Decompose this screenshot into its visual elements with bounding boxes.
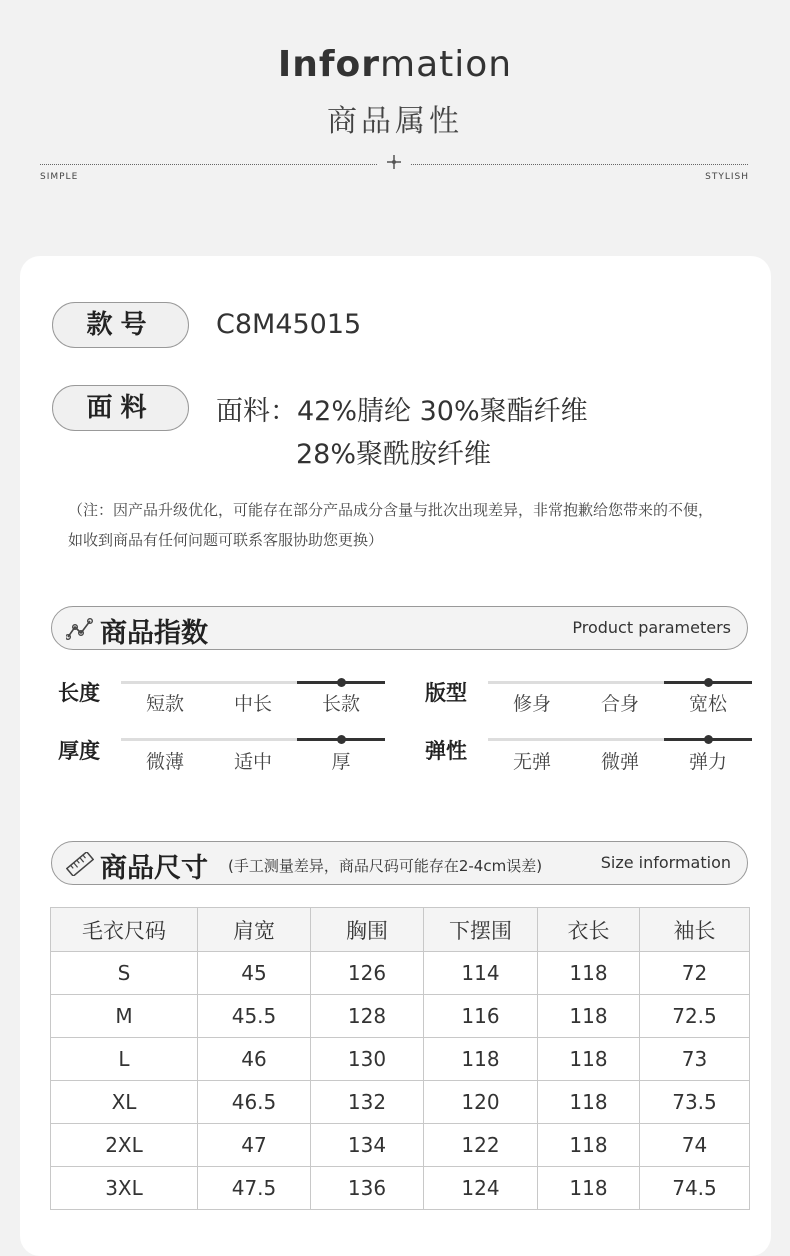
param-length-label: 长度 [58, 681, 100, 705]
simple-tag: SIMPLE [40, 172, 79, 182]
table-cell: 46 [198, 1038, 311, 1081]
table-cell: 72.5 [640, 995, 750, 1038]
param-length-opt-2: 中长 [233, 693, 272, 715]
table-cell: 73 [640, 1038, 750, 1081]
table-cell: 128 [311, 995, 424, 1038]
table-cell: 118 [538, 1038, 640, 1081]
table-cell: 72 [640, 952, 750, 995]
param-thickness-knob [337, 735, 346, 744]
table-cell: 46.5 [198, 1081, 311, 1124]
table-cell: 45 [198, 952, 311, 995]
table-row [51, 1124, 750, 1167]
param-length-knob [337, 678, 346, 687]
page-title-en [0, 44, 790, 85]
table-row [51, 1081, 750, 1124]
table-cell: L [51, 1038, 198, 1081]
size-table-header-row [51, 908, 750, 952]
header-shoulder: 肩宽 [198, 908, 311, 952]
table-cell: 118 [538, 1081, 640, 1124]
param-thickness-opt-3: 厚 [331, 751, 351, 773]
table-cell: 47.5 [198, 1167, 311, 1210]
table-cell: 114 [424, 952, 538, 995]
header-chest: 胸围 [311, 908, 424, 952]
line-chart-icon [66, 617, 94, 641]
fabric-label: 面料 [52, 385, 189, 431]
size-table [50, 907, 750, 1210]
param-length-opt-1: 短款 [145, 693, 184, 715]
table-cell: S [51, 952, 198, 995]
param-fit-label: 版型 [425, 681, 467, 705]
table-row [51, 1038, 750, 1081]
note-line-1: （注：因产品升级优化，可能存在部分产品成分含量与批次出现差异，非常抱歉给您带来的不便， [68, 501, 714, 519]
table-cell: 74 [640, 1124, 750, 1167]
table-cell: XL [51, 1081, 198, 1124]
param-elasticity-knob [704, 735, 713, 744]
table-cell: 118 [538, 1124, 640, 1167]
param-thickness-opt-1: 微薄 [145, 751, 184, 773]
table-cell: M [51, 995, 198, 1038]
stylish-tag: STYLISH [705, 172, 749, 182]
table-cell: 45.5 [198, 995, 311, 1038]
size-subtitle: (手工测量差异，商品尺码可能存在2-4cm误差) [228, 857, 543, 875]
table-cell: 124 [424, 1167, 538, 1210]
fabric-line-1: 面料：42%腈纶 30%聚酯纤维 [216, 396, 588, 427]
param-fit-opt-1: 修身 [512, 693, 551, 715]
param-fit-knob [704, 678, 713, 687]
table-row [51, 952, 750, 995]
param-elasticity-opt-1: 无弹 [512, 751, 551, 773]
header-length: 衣长 [538, 908, 640, 952]
param-thickness-label: 厚度 [58, 739, 100, 763]
table-cell: 118 [538, 1167, 640, 1210]
header-size: 毛衣尺码 [51, 908, 198, 952]
param-elasticity-opt-3: 弹力 [688, 751, 727, 773]
style-no-label: 款号 [52, 302, 189, 348]
title-bold: Infor [277, 44, 381, 85]
divider-right [411, 164, 748, 165]
table-row [51, 995, 750, 1038]
page-title-cn: 商品属性 [327, 104, 463, 139]
table-cell: 122 [424, 1124, 538, 1167]
size-title-en: Size information [600, 853, 731, 872]
table-cell: 118 [538, 952, 640, 995]
divider-left [40, 164, 377, 165]
table-cell: 47 [198, 1124, 311, 1167]
size-title: 商品尺寸 [100, 853, 208, 884]
fabric-line-2: 28%聚酰胺纤维 [296, 439, 492, 470]
table-cell: 116 [424, 995, 538, 1038]
param-length-opt-3: 长款 [321, 693, 360, 715]
params-header-bar [51, 606, 748, 650]
table-cell: 134 [311, 1124, 424, 1167]
cross-ornament-icon [387, 155, 401, 169]
header-sleeve: 袖长 [640, 908, 750, 952]
table-cell: 130 [311, 1038, 424, 1081]
ruler-icon [66, 852, 94, 876]
table-cell: 126 [311, 952, 424, 995]
params-title-en: Product parameters [572, 618, 731, 637]
param-elasticity-label: 弹性 [425, 739, 467, 763]
table-row [51, 1167, 750, 1210]
table-cell: 73.5 [640, 1081, 750, 1124]
table-cell: 118 [424, 1038, 538, 1081]
param-fit-opt-2: 合身 [600, 693, 639, 715]
table-cell: 2XL [51, 1124, 198, 1167]
table-cell: 3XL [51, 1167, 198, 1210]
content-card [20, 256, 771, 1256]
table-cell: 118 [538, 995, 640, 1038]
table-cell: 132 [311, 1081, 424, 1124]
params-title: 商品指数 [100, 618, 208, 649]
title-light: mation [380, 44, 513, 85]
param-fit-opt-3: 宽松 [688, 693, 727, 715]
header-hem: 下摆围 [424, 908, 538, 952]
param-thickness-opt-2: 适中 [233, 751, 272, 773]
size-header-bar [51, 841, 748, 885]
table-cell: 74.5 [640, 1167, 750, 1210]
note-line-2: 如收到商品有任何问题可联系客服协助您更换） [68, 531, 384, 549]
table-cell: 136 [311, 1167, 424, 1210]
param-elasticity-opt-2: 微弹 [600, 751, 639, 773]
table-cell: 120 [424, 1081, 538, 1124]
style-no-value: C8M45015 [216, 309, 362, 340]
